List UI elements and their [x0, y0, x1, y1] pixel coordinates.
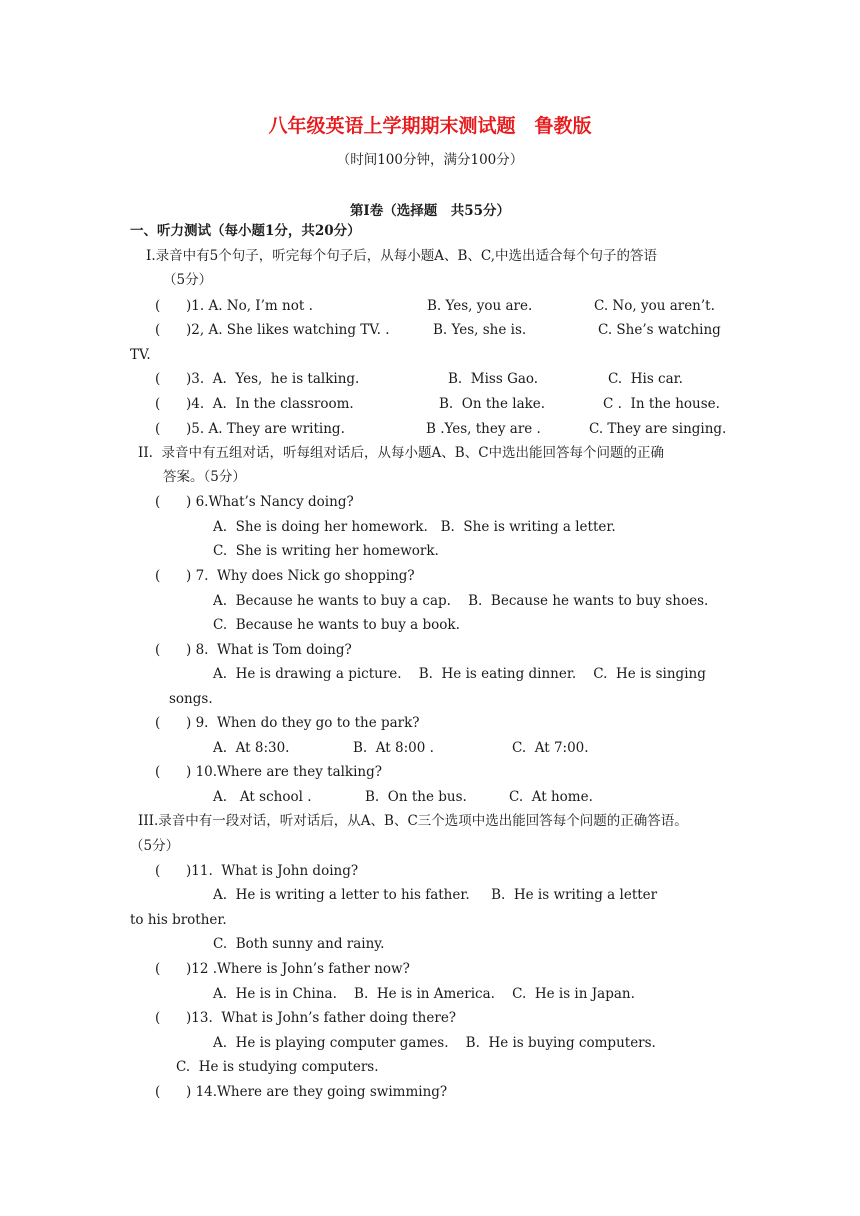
text-line: B. At 8:00 . — [353, 740, 434, 756]
exam-subtitle: （时间100分钟，满分100分） — [336, 152, 524, 168]
text-line: ( ) 6.What’s Nancy doing? — [155, 494, 354, 510]
text-line: C. She is writing her homework. — [213, 543, 439, 559]
text-line: 一、听力测试（每小题1分，共20分） — [130, 223, 361, 239]
text-line: A. At 8:30. — [213, 740, 290, 756]
text-line: songs. — [169, 691, 213, 707]
text-line: C. At home. — [509, 789, 593, 805]
text-line: B .Yes, they are . — [426, 421, 541, 437]
text-line: ( )4. A. In the classroom. — [155, 396, 354, 412]
text-line: C. No, you aren’t. — [594, 298, 715, 314]
text-line: A. She is doing her homework. B. She is writing a letter. — [213, 519, 616, 535]
text-line: C. He is studying computers. — [176, 1059, 379, 1075]
text-line: ( )5. A. They are writing. — [155, 421, 345, 437]
text-line: A. He is writing a letter to his father. B. He is writing a letter — [213, 887, 658, 903]
text-line: B. Yes, she is. — [433, 322, 527, 338]
text-line: B. Yes, you are. — [427, 298, 533, 314]
text-line: B. On the bus. — [365, 789, 467, 805]
text-line: ( ) 8. What is Tom doing? — [155, 642, 352, 658]
text-line: ( )11. What is John doing? — [155, 863, 359, 879]
text-line: A. He is playing computer games. B. He is buying computers. — [213, 1035, 656, 1051]
text-line: C. Because he wants to buy a book. — [213, 617, 460, 633]
text-line: ( ) 14.Where are they going swimming? — [155, 1084, 448, 1100]
text-line: ( )3. A. Yes, he is talking. — [155, 371, 360, 387]
text-line: A. He is drawing a picture. B. He is eating dinner. C. He is singing — [213, 666, 706, 682]
text-line: TV. — [130, 347, 151, 363]
text-line: C. At 7:00. — [512, 740, 589, 756]
text-line: （5分） — [163, 272, 213, 288]
text-line: A. He is in China. B. He is in America. C. He is in Japan. — [213, 986, 635, 1002]
text-line: III.录音中有一段对话，听对话后，从A、B、C三个选项中选出能回答每个问题的正确答语。 — [138, 813, 688, 829]
text-line: C. His car. — [608, 371, 683, 387]
text-line: II. 录音中有五组对话，听每组对话后，从每小题A、B、C中选出能回答每个问题的正确 — [138, 445, 665, 461]
text-line: ( )1. A. No, I’m not . — [155, 298, 313, 314]
text-line: C . In the house. — [603, 396, 720, 412]
text-line: ( ) 7. Why does Nick go shopping? — [155, 568, 415, 584]
text-line: ( )2, A. She likes watching TV. . — [155, 322, 390, 338]
text-line: （5分） — [130, 838, 180, 854]
text-line: B. On the lake. — [439, 396, 546, 412]
text-line: B. Miss Gao. — [448, 371, 539, 387]
text-line: A. Because he wants to buy a cap. B. Because he wants to buy shoes. — [213, 593, 709, 609]
text-line: ( ) 9. When do they go to the park? — [155, 715, 420, 731]
text-line: A. At school . — [213, 789, 312, 805]
text-line: to his brother. — [130, 912, 227, 928]
text-line: C. She’s watching — [598, 322, 721, 338]
text-line: I.录音中有5个句子，听完每个句子后，从每小题A、B、C,中选出适合每个句子的答语 — [146, 248, 658, 264]
text-line: ( )13. What is John’s father doing there? — [155, 1010, 457, 1026]
text-line: ( )12 .Where is John’s father now? — [155, 961, 410, 977]
exam-title: 八年级英语上学期期末测试题 鲁教版 — [268, 115, 592, 137]
text-line: 答案。（5分） — [163, 469, 246, 485]
section-title: 第Ⅰ卷（选择题 共55分） — [349, 203, 511, 219]
text-line: C. Both sunny and rainy. — [213, 936, 385, 952]
text-line: C. They are singing. — [589, 421, 727, 437]
text-line: ( ) 10.Where are they talking? — [155, 764, 383, 780]
